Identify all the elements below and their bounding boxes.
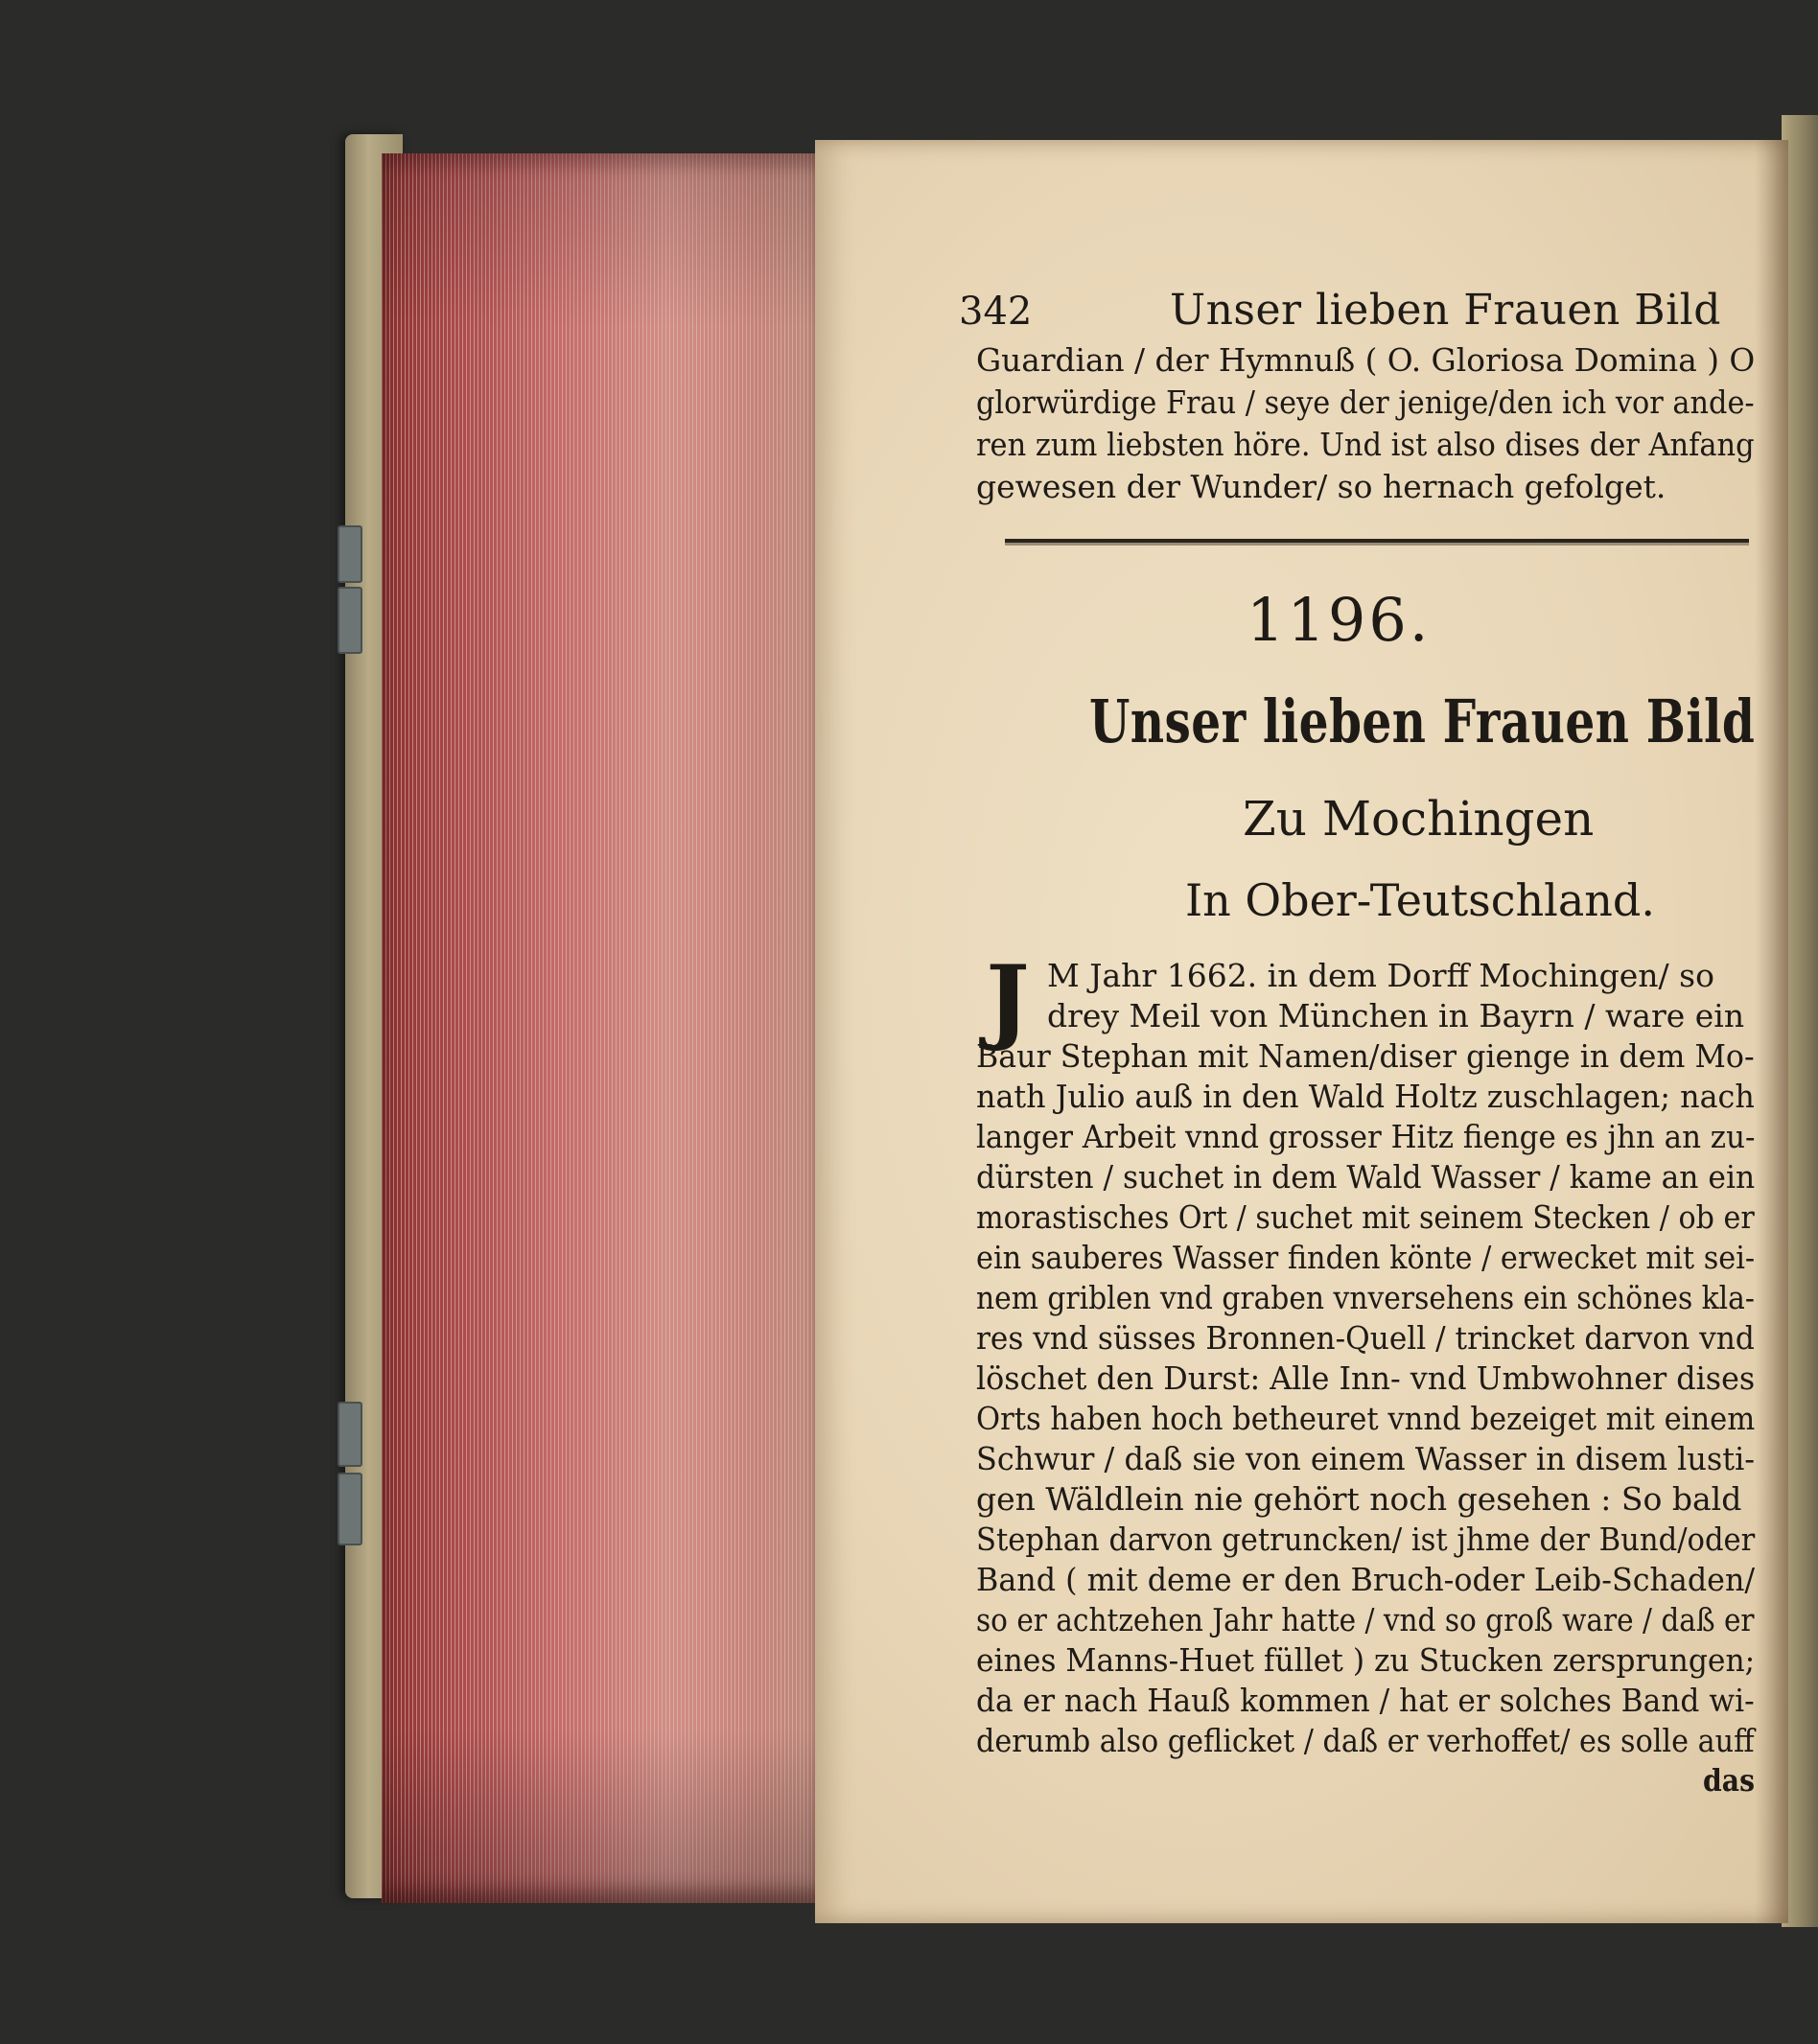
text-line: so er achtzehen Jahr hatte / vnd so groß ware / daß er bbox=[976, 1601, 1755, 1638]
text-line: M Jahr 1662. in dem Dorff Mochingen/ so bbox=[1047, 957, 1714, 994]
clasp-hinge-icon bbox=[338, 525, 362, 583]
clasp-hinge-icon bbox=[338, 1402, 362, 1467]
text-line: dürsten / suchet in dem Wald Wasser / kame an ein bbox=[976, 1158, 1756, 1196]
text-line: eines Manns-Huet füllet ) zu Stucken zersprungen; bbox=[976, 1641, 1756, 1679]
text-line: löschet den Durst: Alle Inn- vnd Umbwohner dises bbox=[976, 1359, 1756, 1397]
text-line: nath Julio auß in den Wald Holtz zuschlagen; nach bbox=[976, 1078, 1755, 1115]
text-line: glorwürdige Frau / seye der jenige/den ich vor ande- bbox=[976, 383, 1755, 421]
text-line: Baur Stephan mit Namen/diser gienge in dem Mo- bbox=[976, 1037, 1755, 1075]
entry-region: In Ober-Teutschland. bbox=[1185, 874, 1655, 926]
text-line: ren zum liebsten höre. Und ist also dises der Anfang bbox=[976, 426, 1755, 463]
catchword: das bbox=[1703, 1762, 1755, 1799]
text-line: derumb also geflicket / daß er verhoffet/ es solle auff bbox=[976, 1722, 1755, 1759]
text-line: Stephan darvon getruncken/ ist jhme der Bund/oder bbox=[976, 1521, 1756, 1558]
entry-title: Unser lieben Frauen Bild bbox=[1089, 686, 1756, 756]
running-head: Unser lieben Frauen Bild bbox=[1170, 286, 1721, 335]
entry-place: Zu Mochingen bbox=[1243, 791, 1595, 847]
text-line: drey Meil von München in Bayrn / ware ein bbox=[1047, 997, 1745, 1034]
text-line: ein sauberes Wasser finden könte / erwecket mit sei- bbox=[976, 1239, 1756, 1276]
clasp-hinge-icon bbox=[338, 587, 362, 654]
text-line: langer Arbeit vnnd grosser Hitz fienge es jhn an zu- bbox=[976, 1118, 1756, 1155]
text-line: gewesen der Wunder/ so hernach gefolget. bbox=[976, 468, 1666, 505]
text-line: Band ( mit deme er den Bruch-oder Leib-Schaden/ bbox=[976, 1561, 1756, 1598]
text-line: Orts haben hoch betheuret vnnd bezeiget mit einem bbox=[976, 1400, 1756, 1437]
section-divider bbox=[1005, 539, 1749, 543]
text-line: morastisches Ort / suchet mit seinem Stecken / ob er bbox=[976, 1198, 1755, 1236]
text-line: nem griblen vnd graben vnversehens ein schönes kla- bbox=[976, 1279, 1755, 1316]
text-line: gen Wäldlein nie gehört noch gesehen : So bald bbox=[976, 1480, 1742, 1518]
text-line: Guardian / der Hymnuß ( O. Gloriosa Domina ) O bbox=[976, 341, 1756, 379]
text-line: res vnd süsses Bronnen-Quell / trincket darvon vnd bbox=[976, 1319, 1755, 1357]
text-line: da er nach Hauß kommen / hat er solches Band wi- bbox=[976, 1682, 1755, 1719]
drop-initial: J bbox=[986, 945, 1030, 1054]
entry-number: 1196. bbox=[1247, 585, 1432, 655]
text-line: Schwur / daß sie von einem Wasser in disem lusti- bbox=[976, 1440, 1756, 1477]
page-number: 342 bbox=[959, 290, 1033, 334]
clasp-hinge-icon bbox=[338, 1473, 362, 1545]
